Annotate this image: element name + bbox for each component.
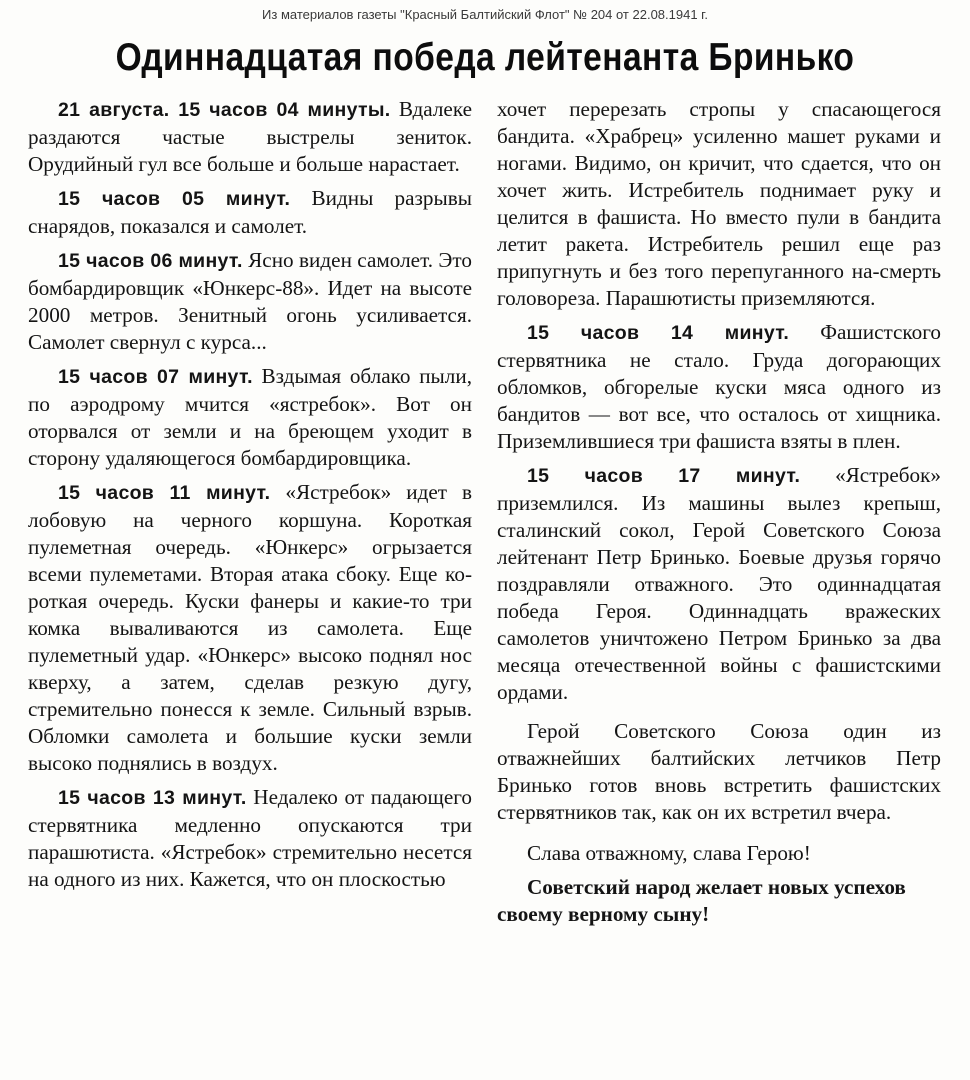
article-paragraph [497, 96, 941, 312]
article-paragraph [28, 363, 472, 472]
article-paragraph [28, 479, 472, 777]
paragraph-text: «Ястребок» приземлился. Из машины вылез крепыш, сталинский сокол, Герой Советского Союза лейтенант Петр Бринько. Боевые друзья горячо поздравляли отважного. Это одиннадцатая победа Героя. Одиннадцать вражеских самолетов уничтожено Петром Бринько за два месяца отечественной войны с фашистскими ордами. [497, 463, 941, 704]
paragraph-text: Фашистского стервятника не стало. Груда догорающих обломков, обгорелые куски мяса одного из бандитов — вот все, что осталось от хищника. Приземлившиеся три фашиста взяты в плен. [497, 320, 941, 453]
paragraph-text: Герой Советского Союза один из отважнейших балтийских летчиков Петр Бринько готов вновь встретить фашистских стервятников так, как он их встретил вчера. [497, 719, 941, 824]
article-paragraph [497, 319, 941, 455]
time-stamp: 21 августа. 15 часов 04 минуты. [58, 99, 391, 121]
time-stamp: 15 часов 17 минут. [527, 465, 801, 487]
article-headline: Одиннадцатая победа лейтенанта Бринько [115, 36, 855, 79]
time-stamp: 15 часов 11 минут. [58, 482, 271, 504]
article-paragraph [28, 784, 472, 893]
article-paragraph [28, 96, 472, 178]
paragraph-text: Вдалеке раздаются частые выстрелы зениток. Орудийный гул все больше и больше нарастает. [28, 97, 473, 176]
time-stamp: 15 часов 07 минут. [58, 366, 253, 388]
paragraph-text: Вздымая облако пыли, по аэродрому мчится «ястребок». Вот он оторвался от земли и на бреющем уходит в сторону удаляющегося бомбардировщика. [28, 364, 472, 470]
article-paragraph [497, 718, 941, 826]
paragraph-text: Недалеко от падающего стервятника медленно опускаются три парашютиста. «Ястребок» стремительно несется на одного из них. Кажется, что он плоскостью [28, 785, 472, 891]
time-stamp: 15 часов 06 минут. [58, 250, 243, 272]
closing-slogan: Слава отважному, слава Герою! [527, 841, 811, 865]
paragraph-text: «Ястребок» идет в лобовую на черного коршуна. Короткая пулеметная очередь. «Юнкерс» огрызается всеми пулеметами. Вторая атака сбоку. Еще короткая очередь. Куски фанеры и какие-то три комка вываливаются из самолета. Еще пулеметный удар. «Юнкерс» высоко поднял нос кверху, а затем, сделав резкую дугу, стремительно понесся к земле. Сильный взрыв. Обломки самолета и большие куски земли высоко поднялись в воздух. [28, 480, 472, 775]
closing-wish: Советский народ желает новых успехов своему верному сыну! [497, 875, 906, 926]
right-column [497, 96, 941, 935]
article-paragraph [497, 462, 941, 706]
time-stamp: 15 часов 14 минут. [527, 322, 790, 344]
source-note: Из материалов газеты "Красный Балтийский Флот" № 204 от 22.08.1941 г. [262, 7, 708, 22]
article-paragraph [28, 185, 472, 240]
time-stamp: 15 часов 13 минут. [58, 787, 247, 809]
paragraph-text: хочет перерезать стропы у спасающегося бандита. «Храбрец» усиленно машет руками и ногами. Видимо, он кричит, что сдается, что он хочет жить. Истребитель поднимает руку и целится в фашиста. Но вместо пули в бандита летит ракета. Истребитель решил еще раз припугнуть и без того перепуганного на-смерть головорезa. Парашютисты приземляются. [497, 97, 941, 310]
article-paragraph [28, 247, 472, 356]
left-column [28, 96, 472, 900]
time-stamp: 15 часов 05 минут. [58, 188, 291, 210]
paragraph-text: Ясно виден самолет. Это бомбардировщик «Юнкерс-88». Идет на высоте 2000 метров. Зенитный огонь усиливается. Самолет свернул с курса... [28, 248, 472, 354]
paragraph-text: Видны разрывы снарядов, показался и самолет. [28, 186, 472, 238]
